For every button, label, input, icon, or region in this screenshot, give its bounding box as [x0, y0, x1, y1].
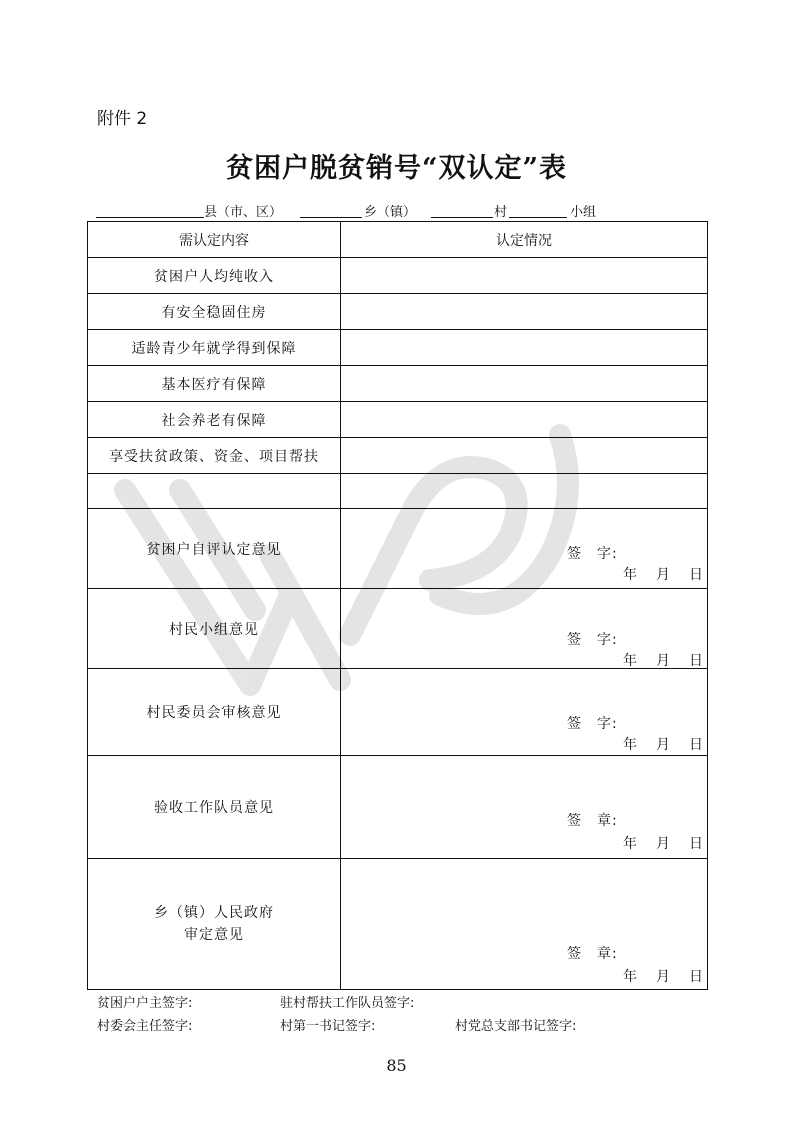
stamp-label: 签 章: — [567, 813, 618, 829]
opinion-row — [88, 859, 708, 990]
signature-label: 签 字: — [567, 632, 618, 648]
table-row — [88, 258, 708, 294]
opinion-label-text: 村民小组意见 — [169, 621, 259, 638]
household-head-signature: 贫困户户主签字: — [97, 996, 193, 1011]
opinion-row — [88, 756, 708, 859]
opinion-cell[interactable] — [341, 756, 708, 859]
county-blank — [96, 201, 204, 218]
group-label: 小组 — [570, 205, 597, 220]
month-label: 月 — [656, 969, 670, 985]
page-number: 85 — [386, 1056, 407, 1075]
item-label: 基本医疗有保障 — [88, 366, 341, 402]
page-title: 贫困户脱贫销号“双认定”表 — [225, 153, 568, 184]
opinion-label-text: 村民委员会审核意见 — [146, 705, 282, 721]
year-label: 年 — [623, 836, 637, 852]
village-director-signature: 村委会主任签字: — [97, 1019, 193, 1034]
day-label: 日 — [689, 737, 703, 753]
opinion-label-text: 乡（镇）人民政府 — [154, 905, 274, 921]
date-line — [623, 650, 722, 670]
signature-label: 签 字: — [567, 716, 618, 732]
month-label: 月 — [656, 567, 670, 583]
table-row — [88, 294, 708, 330]
opinion-label-text: 贫困户自评认定意见 — [146, 541, 282, 558]
day-label: 日 — [689, 567, 703, 583]
village-label: 村 — [494, 205, 508, 220]
year-label: 年 — [623, 567, 637, 583]
month-label: 月 — [656, 737, 670, 753]
township-blank — [300, 201, 362, 218]
item-label: 有安全稳固住房 — [88, 294, 341, 330]
team-member-signature: 驻村帮扶工作队员签字: — [280, 996, 415, 1011]
item-label: 社会养老有保障 — [88, 402, 341, 438]
header-status: 认定情况 — [341, 222, 708, 258]
header-content: 需认定内容 — [88, 222, 341, 258]
item-value-cell[interactable] — [341, 294, 708, 330]
location-line — [96, 201, 616, 221]
group-blank — [509, 201, 567, 218]
opinion-label — [88, 859, 341, 990]
stamp-label: 签 章: — [567, 946, 618, 962]
first-secretary-signature: 村第一书记签字: — [280, 1019, 376, 1034]
day-label: 日 — [689, 836, 703, 852]
opinion-label-text: 验收工作队员意见 — [154, 800, 274, 816]
party-secretary-signature: 村党总支部书记签字: — [455, 1019, 577, 1034]
date-line — [623, 833, 722, 853]
opinion-cell[interactable] — [341, 859, 708, 990]
month-label: 月 — [656, 653, 670, 669]
township-label: 乡（镇） — [364, 205, 417, 220]
year-label: 年 — [623, 737, 637, 753]
year-label: 年 — [623, 653, 637, 669]
village-blank — [431, 201, 493, 218]
date-line — [623, 564, 722, 584]
item-value-cell[interactable] — [341, 258, 708, 294]
item-label: 贫困户人均纯收入 — [88, 258, 341, 294]
table-header-row — [88, 222, 708, 258]
opinion-label-text-line2: 审定意见 — [184, 927, 244, 943]
attachment-label: 附件 2 — [97, 109, 148, 129]
opinion-label — [88, 756, 341, 859]
year-label: 年 — [623, 969, 637, 985]
date-line — [623, 966, 722, 986]
day-label: 日 — [689, 969, 703, 985]
date-line — [623, 734, 722, 754]
day-label: 日 — [689, 653, 703, 669]
item-label: 适龄青少年就学得到保障 — [88, 330, 341, 366]
wps-watermark-logo — [110, 395, 590, 715]
table-row — [88, 330, 708, 366]
signature-label: 签 字: — [567, 546, 618, 562]
item-value-cell[interactable] — [341, 330, 708, 366]
county-label: 县（市、区） — [204, 205, 283, 220]
item-label: 享受扶贫政策、资金、项目帮扶 — [88, 438, 341, 474]
month-label: 月 — [656, 836, 670, 852]
